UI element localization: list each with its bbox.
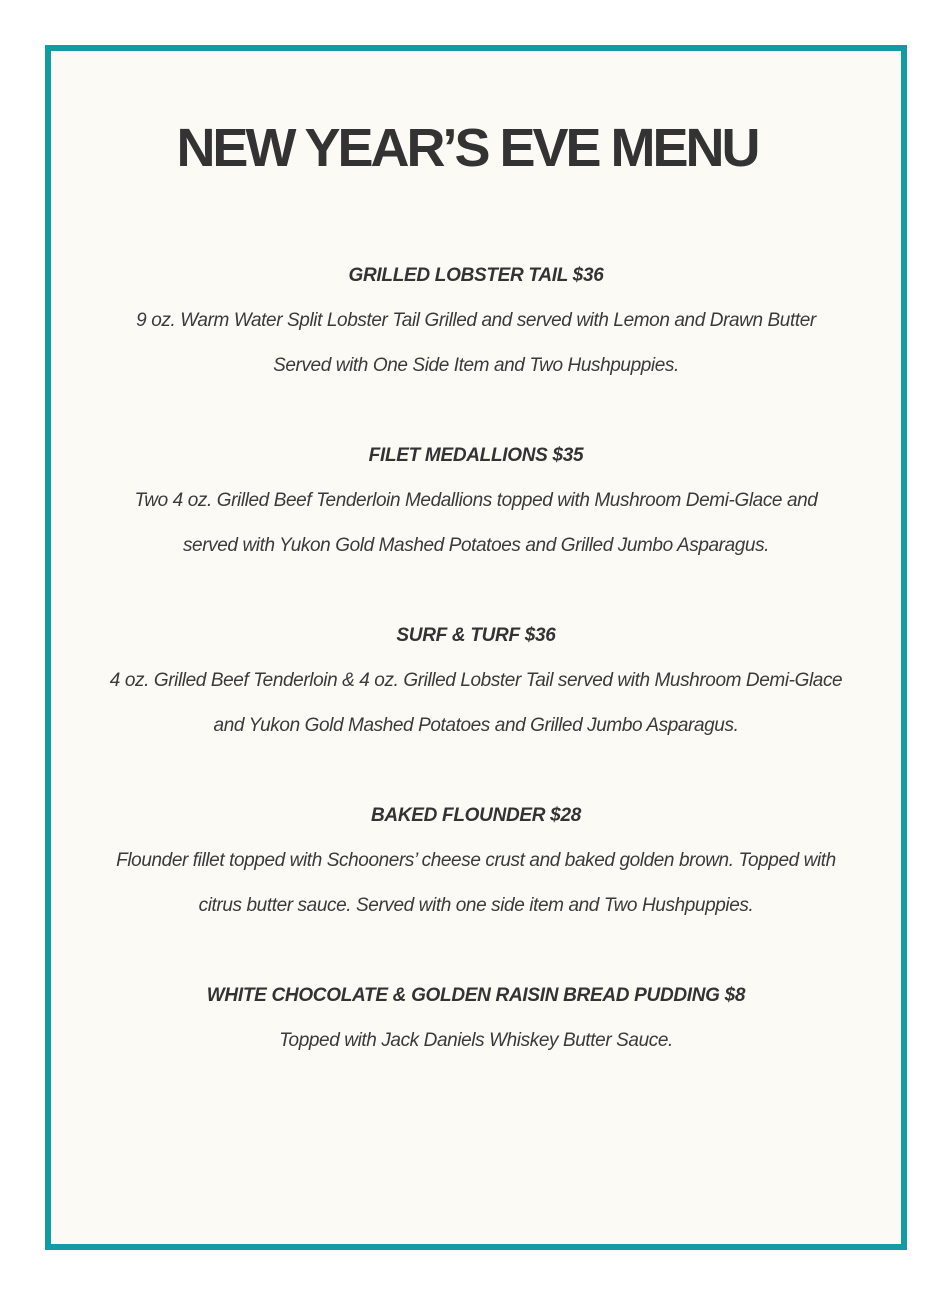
menu-item-description: 4 oz. Grilled Beef Tenderloin & 4 oz. Grilled Lobster Tail served with Mushroom Demi-Glace and Yukon Gold Mashed Potatoes and Grilled Jumbo Asparagus. xyxy=(109,670,843,736)
menu-item-name: FILET MEDALLIONS $35 xyxy=(368,445,584,466)
menu-item xyxy=(51,613,901,748)
menu-item-description: Topped with Jack Daniels Whiskey Butter Sauce. xyxy=(279,1030,673,1051)
menu-item-description: Flounder fillet topped with Schooners’ cheese crust and baked golden brown. Topped with citrus butter sauce. Served with one side item and Two Hushpuppies. xyxy=(116,850,836,916)
menu-item xyxy=(51,433,901,568)
menu-item-name: SURF & TURF $36 xyxy=(396,625,556,646)
menu-item-name: WHITE CHOCOLATE & GOLDEN RAISIN BREAD PUDDING $8 xyxy=(206,985,746,1006)
menu-item xyxy=(51,973,901,1063)
menu-frame xyxy=(45,45,907,1250)
menu-item-name: BAKED FLOUNDER $28 xyxy=(371,805,581,826)
menu-item xyxy=(51,793,901,928)
menu-items-list xyxy=(51,253,901,1108)
menu-item-name: GRILLED LOBSTER TAIL $36 xyxy=(348,265,604,286)
menu-item xyxy=(51,253,901,388)
menu-item-description: 9 oz. Warm Water Split Lobster Tail Grilled and served with Lemon and Drawn Butter Served with One Side Item and Two Hushpuppies. xyxy=(136,310,816,376)
menu-title: NEW YEAR’S EVE MENU xyxy=(176,118,758,178)
menu-item-description: Two 4 oz. Grilled Beef Tenderloin Medallions topped with Mushroom Demi-Glace and served with Yukon Gold Mashed Potatoes and Grilled Jumbo Asparagus. xyxy=(134,490,818,556)
